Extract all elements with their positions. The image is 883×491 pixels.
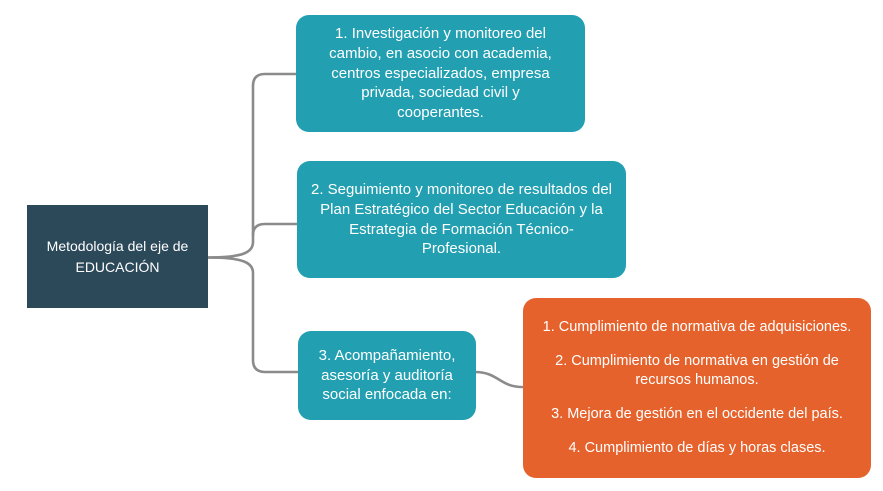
branch-node-seguimiento [297, 161, 626, 278]
branch-node-investigacion [296, 15, 585, 132]
branch-node-label: 2. Seguimiento y monitoreo de resultados del Plan Estratégico del Sector Educación y la Estrategia de Formación Técnico-Profesional. [310, 180, 612, 258]
branch-node-acompanamiento [298, 331, 476, 420]
sub-item-recursos-humanos: 2. Cumplimiento de normativa en gestión de recursos humanos. [555, 353, 839, 389]
sub-item-mejora-gestion: 3. Mejora de gestión en el occidente del país. [551, 405, 843, 422]
sub-item-dias-horas-clases: 4. Cumplimiento de días y horas clases. [568, 439, 826, 456]
branch-node-label: 3. Acompañamiento, asesoría y auditoría social enfocada en: [318, 346, 456, 404]
connector-root-branch-1 [208, 74, 297, 258]
sub-item-adquisiciones: 1. Cumplimiento de normativa de adquisiciones. [542, 319, 852, 336]
connector-branch-3-subitems [475, 372, 522, 387]
branch-node-label: 1. Investigación y monitoreo del cambio, en asocio con academia, centros especializados, empresa privada, sociedad civil y cooperantes. [329, 25, 552, 122]
connector-root-branch-3 [208, 258, 299, 373]
root-node-label: Metodología del eje de EDUCACIÓN [46, 238, 189, 275]
root-node-metodologia [27, 205, 208, 308]
sub-items-node [523, 298, 871, 478]
connector-root-branch-2 [253, 224, 298, 235]
